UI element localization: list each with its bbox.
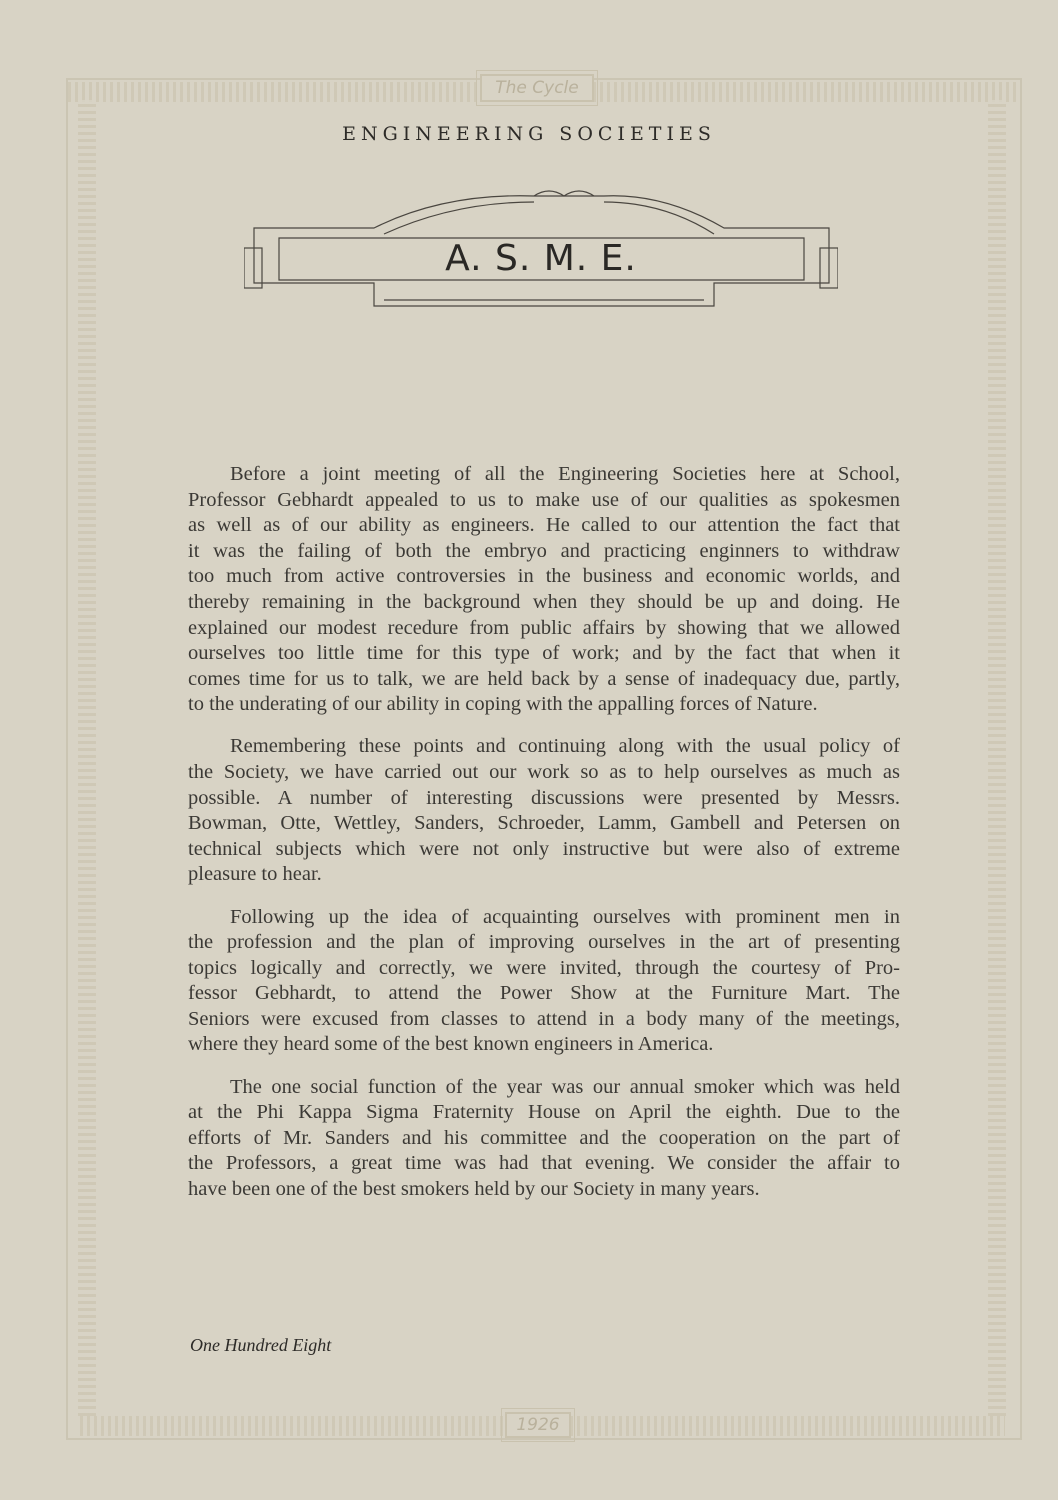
paragraph: [188, 734, 900, 888]
text-line: The one social function of the year was our annual smoker which was held: [230, 1075, 900, 1098]
text-line: too much from active controversies in the business and economic worlds, and: [188, 565, 900, 588]
text-line: Bowman, Otte, Wettley, Sanders, Schroeder, Lamm, Gambell and Petersen on: [188, 812, 900, 835]
article-body: [188, 462, 900, 1219]
text-line: technical subjects which were not only instructive but were also of extreme: [188, 837, 900, 860]
text-line: it was the failing of both the embryo and practicing enginners to withdraw: [188, 539, 900, 562]
text-line: the Society, we have carried out our work so as to help ourselves as much as: [188, 761, 900, 784]
text-line: where they heard some of the best known engineers in America.: [188, 1033, 714, 1056]
text-line: Following up the idea of acquainting ourselves with prominent men in: [230, 905, 900, 928]
text-line: the Professors, a great time was had that evening. We consider the affair to: [188, 1152, 900, 1175]
text-line: thereby remaining in the background when they should be up and doing. He: [188, 590, 900, 613]
text-line: fessor Gebhardt, to attend the Power Show at the Furniture Mart. The: [188, 982, 900, 1005]
year-cartouche: 1926: [505, 1412, 571, 1438]
text-line: explained our modest recedure from public affairs by showing that we allowed: [188, 616, 900, 639]
paragraph: [188, 905, 900, 1059]
text-line: possible. A number of interesting discussions were presented by Messrs.: [188, 786, 900, 809]
right-ornament-band: [988, 100, 1006, 1416]
left-ornament-band: [78, 100, 96, 1416]
text-line: pleasure to hear.: [188, 863, 322, 886]
text-line: at the Phi Kappa Sigma Fraternity House on April the eighth. Due to the: [188, 1101, 900, 1124]
text-line: ourselves too little time for this type of work; and by the fact that when it: [188, 642, 900, 665]
text-line: to the underating of our ability in coping with the appalling forces of Nature.: [188, 693, 818, 716]
text-line: have been one of the best smokers held by our Society in many years.: [188, 1177, 760, 1200]
running-title: The Cycle: [480, 74, 594, 102]
text-line: Remembering these points and continuing along with the usual policy of: [230, 735, 900, 758]
banner-title: A. S. M. E.: [445, 238, 637, 279]
page-number: One Hundred Eight: [190, 1335, 332, 1355]
text-line: Before a joint meeting of all the Engineering Societies here at School,: [230, 463, 900, 485]
paragraph: [188, 462, 900, 718]
text-line: comes time for us to talk, we are held back by a sense of inadequacy due, partly,: [188, 667, 900, 690]
text-line: as well as of our ability as engineers. He called to our attention the fact that: [188, 514, 900, 537]
paragraph: [188, 1075, 900, 1203]
text-line: topics logically and correctly, we were invited, through the courtesy of Pro-: [188, 956, 900, 979]
text-line: Professor Gebhardt appealed to us to make use of our qualities as spokesmen: [188, 488, 900, 511]
text-line: the profession and the plan of improving ourselves in the art of presenting: [188, 931, 900, 954]
text-line: Seniors were excused from classes to attend in a body many of the meetings,: [188, 1007, 900, 1030]
section-title: ENGINEERING SOCIETIES: [342, 123, 716, 145]
text-line: efforts of Mr. Sanders and his committee and the cooperation on the part of: [188, 1126, 900, 1149]
asme-banner: [244, 188, 838, 314]
